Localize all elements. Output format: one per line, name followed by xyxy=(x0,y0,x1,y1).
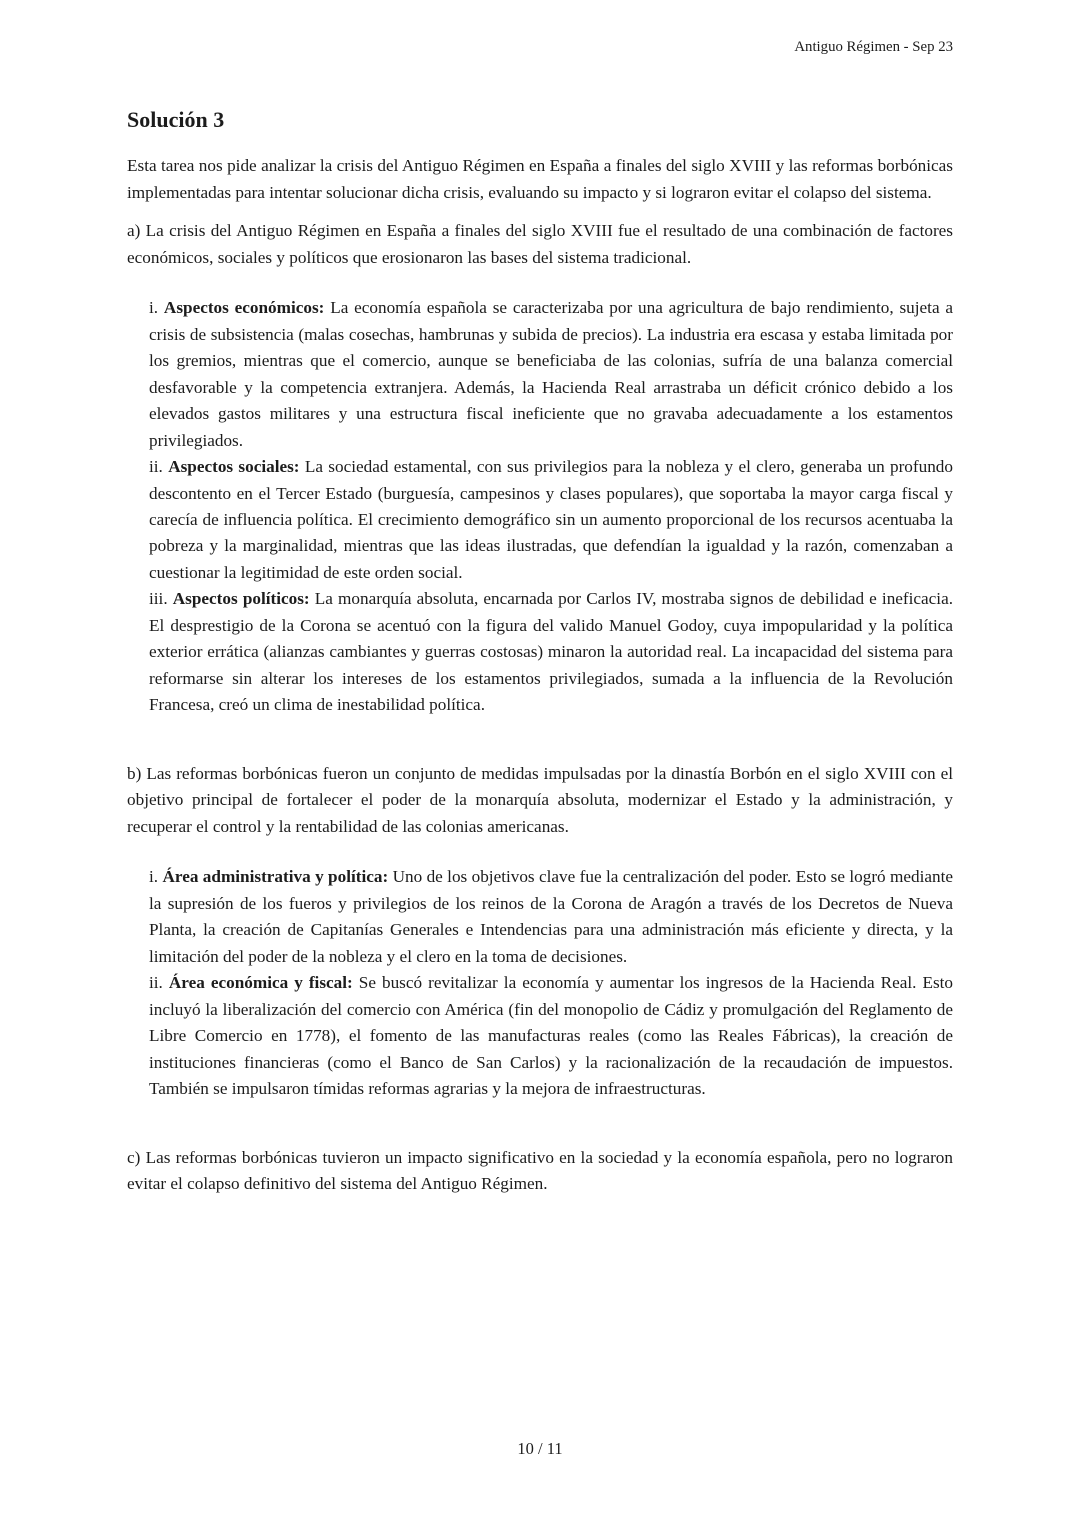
section-c-lead: c) Las reformas borbónicas tuvieron un impacto significativo en la sociedad y la economía española, pero no lograron evitar el colapso definitivo del sistema del Antiguo Régimen. xyxy=(127,1147,953,1194)
page-footer xyxy=(0,1436,1080,1461)
page-title: Solución 3 xyxy=(127,106,225,132)
item-label: Aspectos políticos: xyxy=(172,589,310,609)
item-text: La monarquía absoluta, encarnada por Carlos IV, mostraba signos de debilidad e ineficacia. El desprestigio de la Corona se acentuó con la figura del valido Manuel Godoy, cuya impopularidad y la política exterior errática (alianzas cambiantes y guerras costosas) minaron la autoridad real. La incapacidad del sistema para reformarse sin alterar los intereses de los estamentos privilegiados, sumada a la influencia de la Revolución Francesa, creó un clima de inestabilidad política. xyxy=(149,589,954,715)
section-a-list xyxy=(127,295,953,719)
intro-paragraph: Esta tarea nos pide analizar la crisis del Antiguo Régimen en España a finales del siglo XVIII y las reformas borbónicas implementadas para intentar solucionar dicha crisis, evaluando su impacto y si lograron evitar el colapso del sistema. xyxy=(127,156,953,202)
item-label: Área económica y fiscal: xyxy=(168,973,353,993)
item-text: La economía española se caracterizaba por una agricultura de bajo rendimiento, sujeta a crisis de subsistencia (malas cosechas, hambrunas y subida de precios). La industria era escasa y estaba limitada por los gremios, mientras que el comercio, aunque se beneficiaba de las colonias, sufría de una balanza comercial desfavorable y la competencia extranjera. Además, la Hacienda Real arrastraba un déficit crónico debido a los elevados gastos militares y una estructura fiscal ineficiente que no gravaba adecuadamente a los estamentos privilegiados. xyxy=(149,298,954,450)
item-label: Aspectos sociales: xyxy=(168,457,300,477)
item-text: Se buscó revitalizar la economía y aumentar los ingresos de la Hacienda Real. Esto incluyó la liberalización del comercio con América (fin del monopolio de Cádiz y promulgación del Reglamento de Libre Comercio en 1778), el fomento de las manufacturas reales (como las Reales Fábricas), la creación de instituciones financieras (como el Banco de San Carlos) y la racionalización de la recaudación de impuestos. También se impulsaron tímidas reformas agrarias y la mejora de infraestructuras. xyxy=(149,973,954,1099)
page-number: 10 / 11 xyxy=(517,1438,563,1458)
item-label: Aspectos económicos: xyxy=(163,298,325,318)
list-item xyxy=(149,454,953,586)
item-label: Área administrativa y política: xyxy=(162,867,389,887)
list-item xyxy=(149,970,953,1102)
list-item xyxy=(149,295,953,454)
item-marker: i. xyxy=(149,867,159,887)
list-item xyxy=(149,864,953,970)
list-item xyxy=(149,586,953,718)
section-b-lead: b) Las reformas borbónicas fueron un conjunto de medidas impulsadas por la dinastía Borbón en el siglo XVIII con el objetivo principal de fortalecer el poder de la monarquía absoluta, modernizar el Estado y la administración, y recuperar el control y la rentabilidad de las colonias americanas. xyxy=(127,763,953,836)
item-text: La sociedad estamental, con sus privilegios para la nobleza y el clero, generaba un profundo descontento en el Tercer Estado (burguesía, campesinos y clases populares), que soportaba la mayor carga fiscal y carecía de influencia política. El crecimiento demográfico sin un aumento proporcional de los recursos acentuaba la pobreza y la marginalidad, mientras que las ideas ilustradas, que defendían la igualdad y la razón, comenzaban a cuestionar la legitimidad de este orden social. xyxy=(149,457,953,582)
item-marker: iii. xyxy=(149,589,168,609)
item-marker: ii. xyxy=(149,457,163,477)
running-header: Antiguo Régimen - Sep 23 xyxy=(794,39,953,55)
section-b-list xyxy=(127,864,953,1102)
item-marker: ii. xyxy=(149,973,163,993)
item-marker: i. xyxy=(149,298,159,318)
section-a-lead: a) La crisis del Antiguo Régimen en España a finales del siglo XVIII fue el resultado de una combinación de factores económicos, sociales y políticos que erosionaron las bases del sistema tradicional. xyxy=(127,221,953,267)
item-text: Uno de los objetivos clave fue la centralización del poder. Esto se logró mediante la supresión de los fueros y privilegios de los reinos de la Corona de Aragón a través de los Decretos de Nueva Planta, la creación de Capitanías Generales e Intendencias para una administración más eficiente y directa, y la limitación del poder de la nobleza y el clero en la toma de decisiones. xyxy=(149,867,954,966)
